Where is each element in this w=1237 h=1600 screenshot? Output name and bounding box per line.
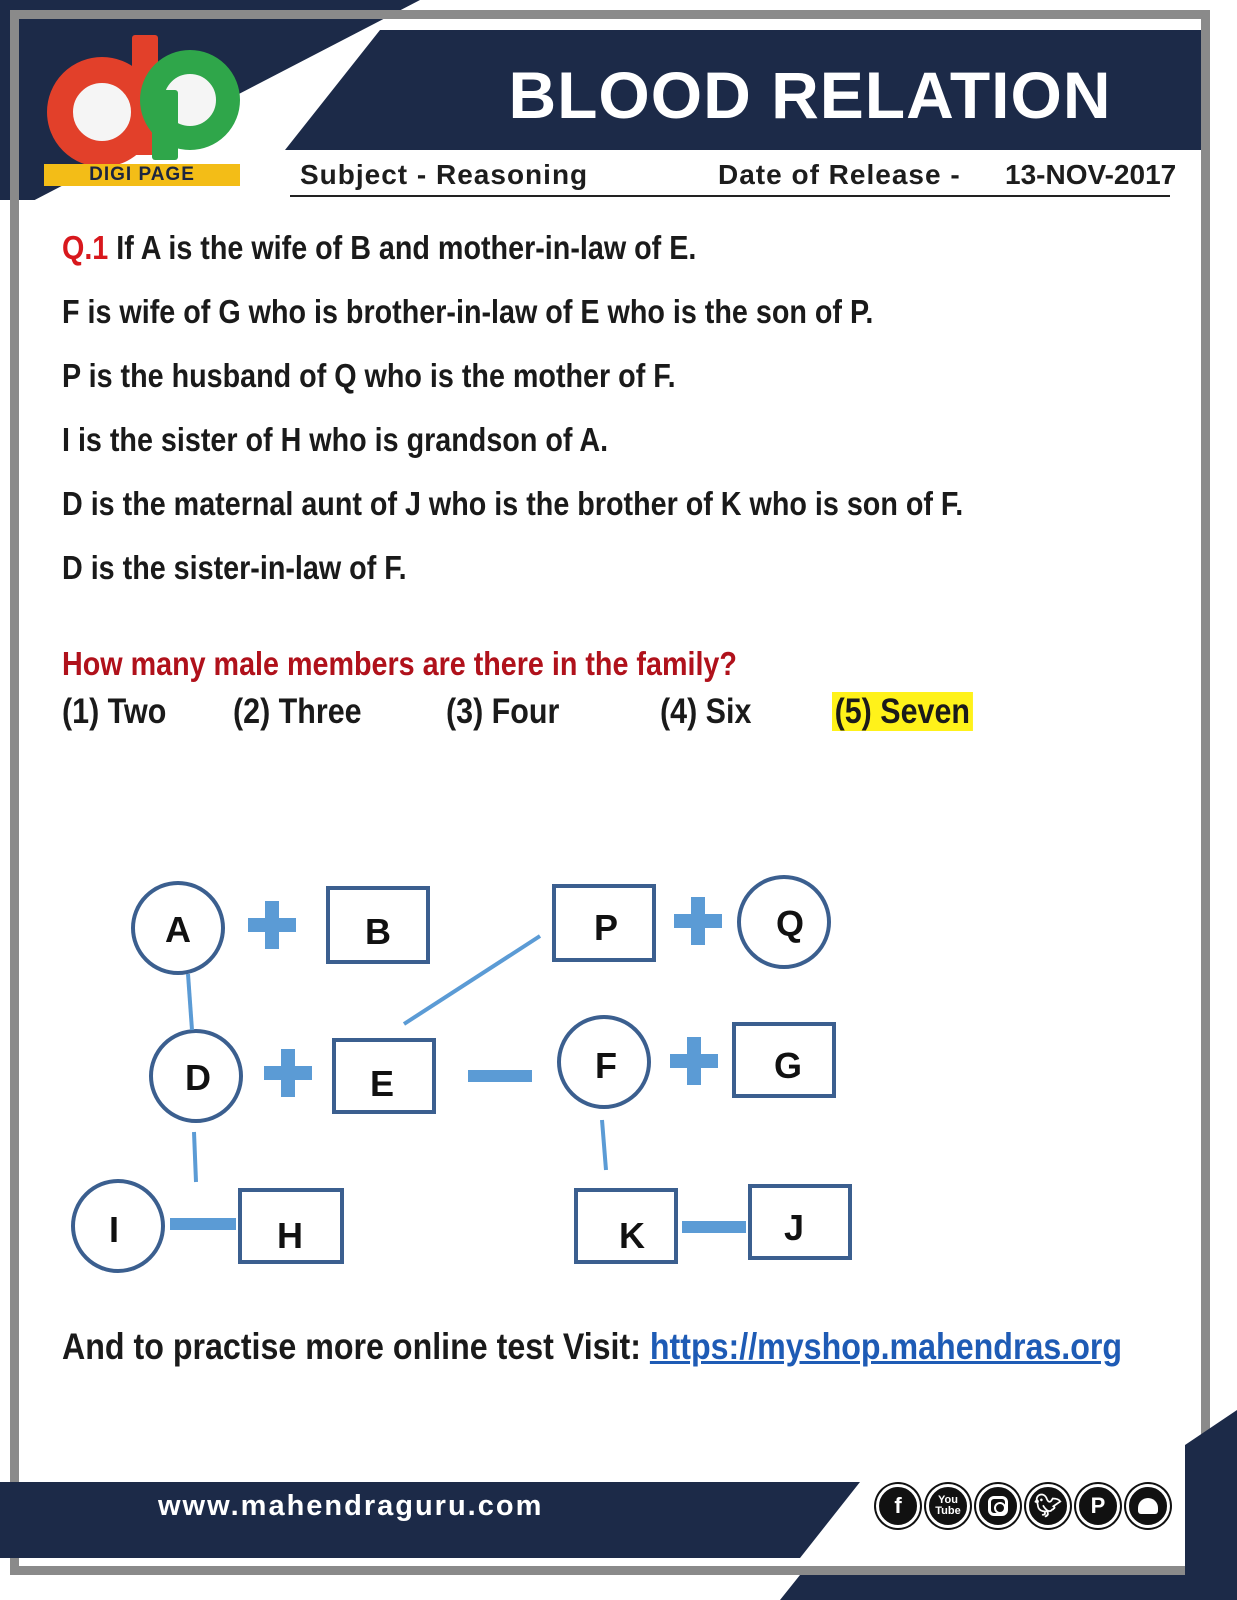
node-i-label: I — [108, 1209, 120, 1250]
logo-label: DIGI PAGE — [44, 164, 240, 186]
question-line-1 — [62, 226, 696, 270]
question-ask: How many male members are there in the family? — [62, 645, 737, 682]
header-divider — [290, 195, 1170, 197]
node-f-label: F — [595, 1045, 617, 1086]
android-icon[interactable] — [1126, 1484, 1170, 1528]
youtube-icon[interactable]: You Tube — [926, 1484, 970, 1528]
option-1: (1) Two — [62, 692, 167, 731]
node-q-label: Q — [775, 903, 805, 944]
node-k-label: K — [619, 1215, 645, 1256]
sibling-dash-i-h — [170, 1218, 236, 1230]
practice-link[interactable]: https://myshop.mahendras.org — [649, 1326, 1123, 1367]
option-5-answer — [832, 690, 973, 734]
answer-highlight: (5) Seven — [832, 692, 973, 731]
node-h-label: H — [277, 1215, 303, 1256]
family-tree-diagram — [60, 860, 880, 1280]
date-label: Date of Release - — [718, 159, 961, 190]
node-d-label: D — [185, 1057, 211, 1098]
page-title: BLOOD RELATION — [508, 58, 1112, 132]
cta-text: And to practise more online test Visit: — [62, 1326, 650, 1367]
node-b-label: B — [365, 911, 391, 952]
website-url[interactable]: www.mahendraguru.com — [158, 1490, 544, 1522]
node-g-label: G — [773, 1045, 803, 1086]
question-line-3: P is the husband of Q who is the mother of F. — [62, 357, 676, 394]
option-3: (3) Four — [446, 692, 560, 731]
option-4: (4) Six — [660, 692, 752, 731]
marriage-plus-f-g — [670, 1037, 718, 1085]
marriage-plus-p-q — [674, 897, 722, 945]
pinterest-icon[interactable]: P — [1076, 1484, 1120, 1528]
connector-d-i — [194, 1132, 196, 1182]
node-j-label: J — [783, 1207, 805, 1248]
question-line-6: D is the sister-in-law of F. — [62, 549, 407, 586]
social-links — [876, 1484, 1170, 1528]
connector-a-d — [188, 974, 192, 1030]
connector-f-k — [602, 1120, 606, 1170]
practice-cta — [62, 1323, 1122, 1371]
option-2: (2) Three — [233, 692, 362, 731]
marriage-plus-d-e — [264, 1049, 312, 1097]
sibling-dash-k-j — [682, 1221, 746, 1233]
node-e-label: E — [369, 1063, 395, 1104]
instagram-icon[interactable] — [976, 1484, 1020, 1528]
sibling-dash-e-f — [468, 1070, 532, 1082]
marriage-plus-a-b — [248, 901, 296, 949]
connector-p-e — [404, 936, 540, 1024]
subject-label: Subject - Reasoning — [300, 159, 589, 190]
question-number: Q.1 — [62, 229, 109, 266]
question-text: If A is the wife of B and mother-in-law of E. — [116, 229, 697, 266]
node-a-label: A — [165, 909, 191, 950]
node-p-label: P — [593, 907, 619, 948]
twitter-icon[interactable]: 🐦︎ — [1026, 1484, 1070, 1528]
facebook-icon[interactable]: f — [876, 1484, 920, 1528]
date-value: 13-NOV-2017 — [1005, 159, 1177, 190]
question-line-4: I is the sister of H who is grandson of A. — [62, 421, 609, 458]
question-line-5: D is the maternal aunt of J who is the brother of K who is son of F. — [62, 485, 964, 522]
question-line-2: F is wife of G who is brother-in-law of E who is the son of P. — [62, 293, 874, 330]
